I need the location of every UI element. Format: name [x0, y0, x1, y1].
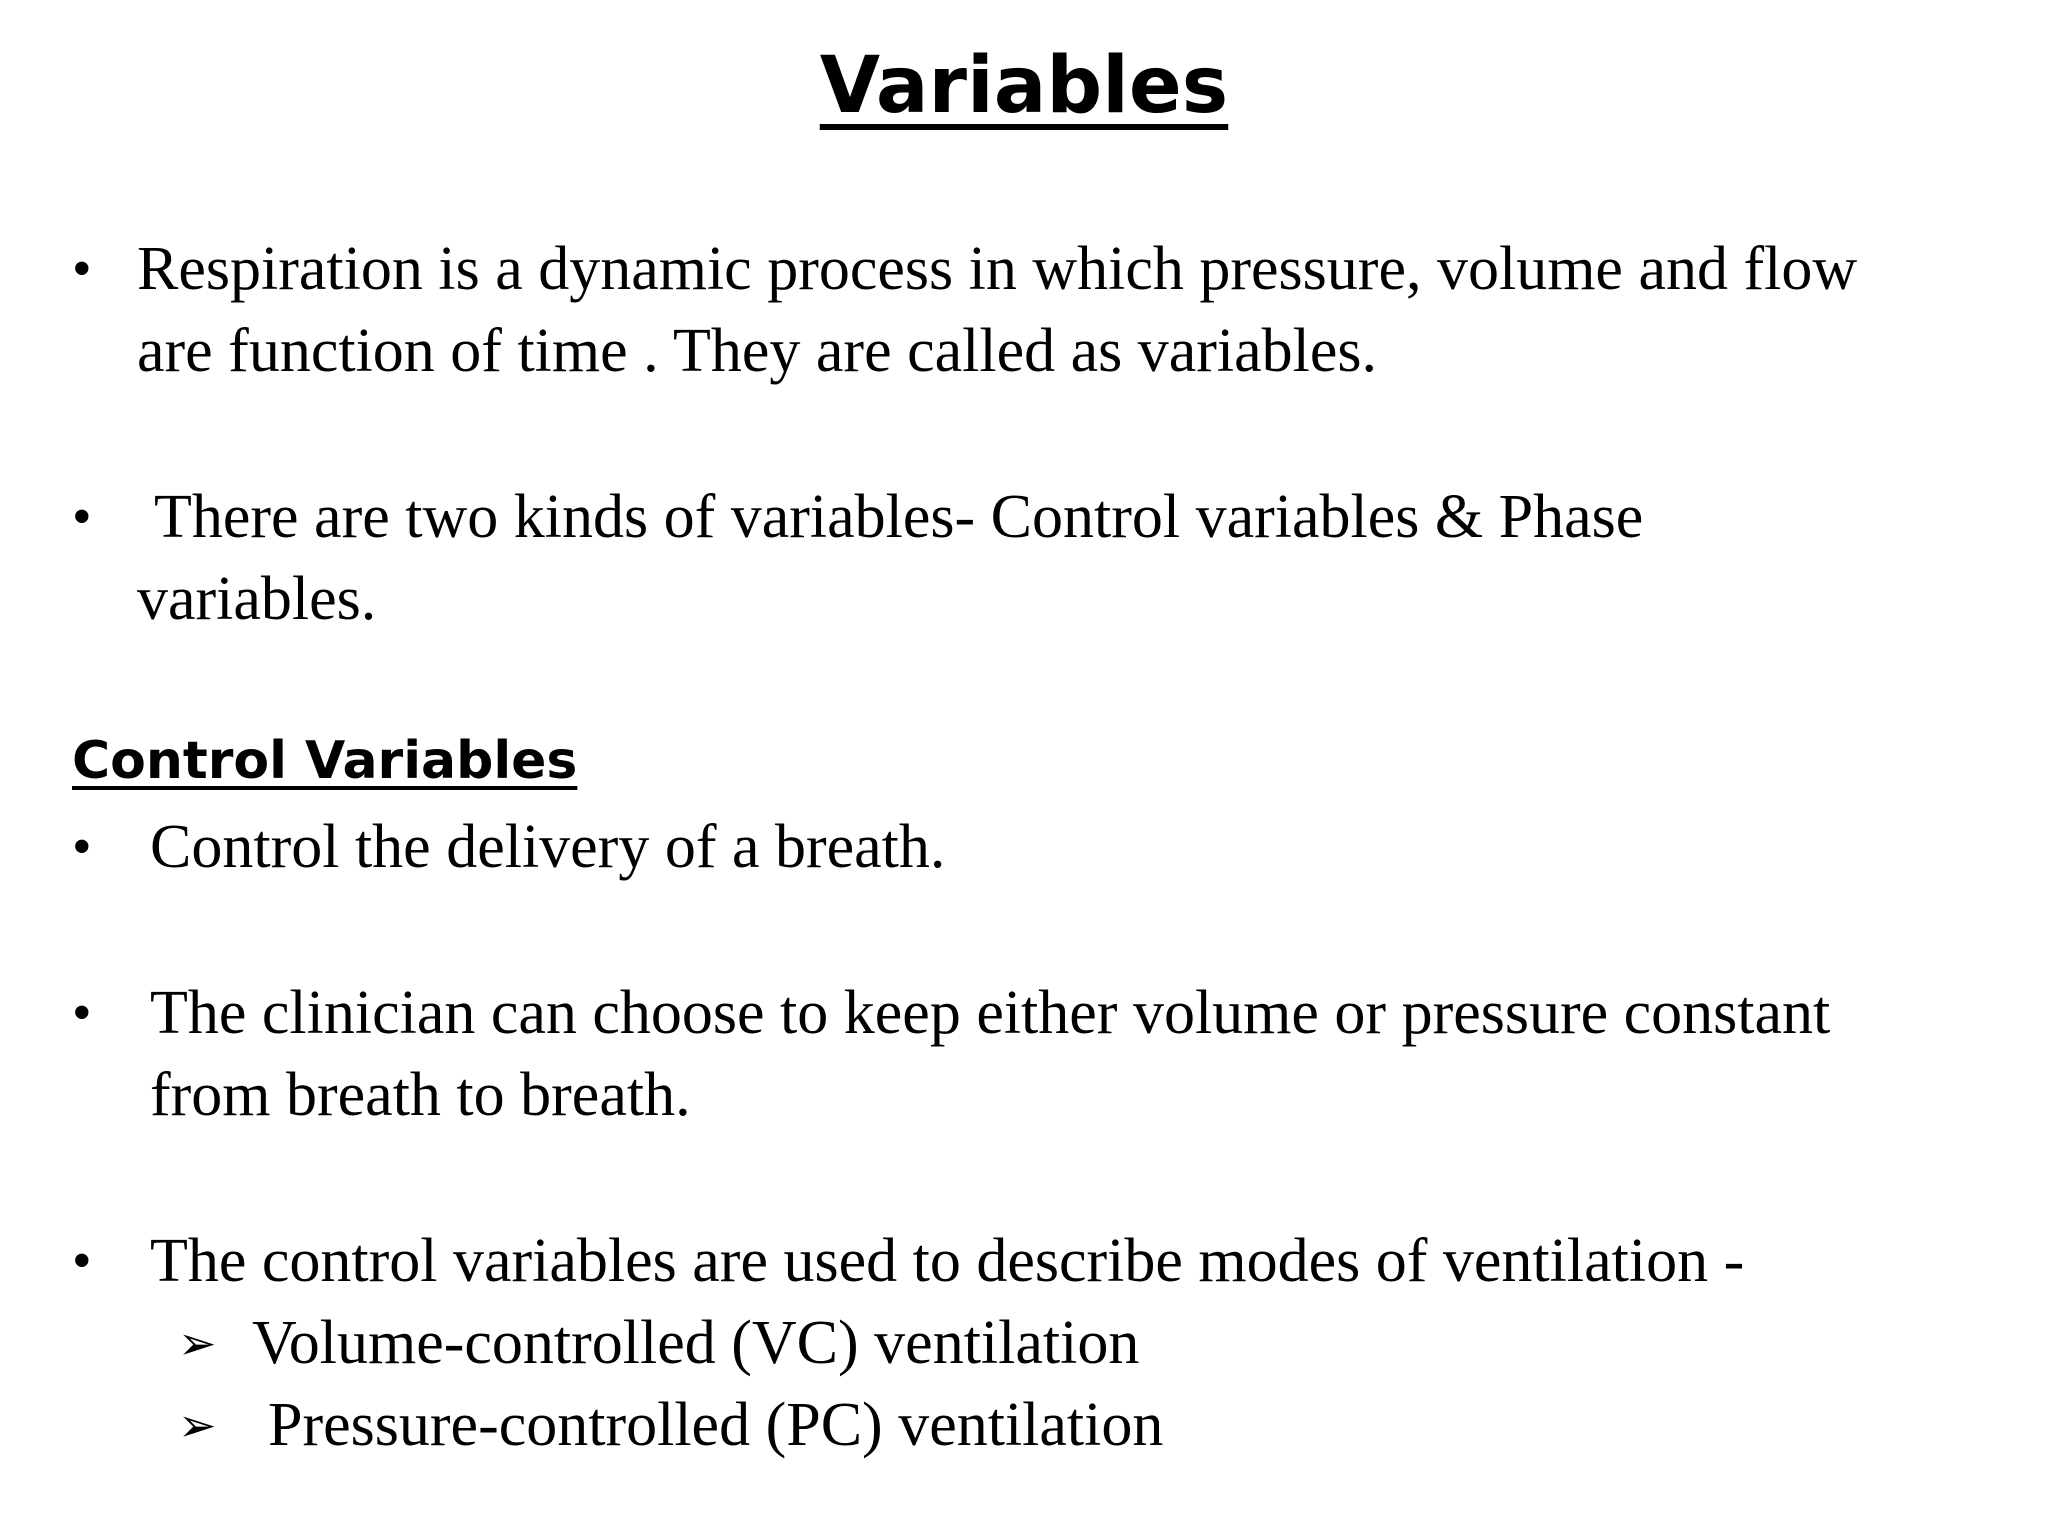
- arrow-bullet-icon: ➢: [178, 1316, 217, 1370]
- bullet-dot: •: [72, 486, 92, 548]
- slide-title-text: Variables: [819, 41, 1229, 131]
- control-bullet-2-line-1: The clinician can choose to keep either volume or pressure constant: [150, 979, 1831, 1047]
- control-bullet-1-line-1: Control the delivery of a breath.: [150, 813, 946, 881]
- bullet-2-line-1: There are two kinds of variables- Control variables & Phase: [154, 483, 1644, 551]
- bullet-2-line-2: variables.: [137, 565, 377, 633]
- bullet-1-line-2: are function of time . They are called as variables.: [137, 317, 1378, 385]
- control-bullet-2-line-2: from breath to breath.: [150, 1061, 691, 1129]
- bullet-dot: •: [72, 982, 92, 1044]
- arrow-bullet-icon: ➢: [178, 1398, 217, 1452]
- bullet-dot: •: [72, 816, 92, 878]
- bullet-1-line-1: Respiration is a dynamic process in which pressure, volume and flow: [137, 235, 1858, 303]
- bullet-dot: •: [72, 238, 92, 300]
- section-heading-control-variables: Control Variables: [72, 731, 578, 791]
- sub-item-1-text: Volume-controlled (VC) ventilation: [252, 1309, 1140, 1377]
- bullet-dot: •: [72, 1230, 92, 1292]
- slide-title: [0, 40, 2048, 134]
- sub-item-2-text: Pressure-controlled (PC) ventilation: [268, 1391, 1164, 1459]
- control-bullet-3-line-1: The control variables are used to describe modes of ventilation -: [150, 1227, 1745, 1295]
